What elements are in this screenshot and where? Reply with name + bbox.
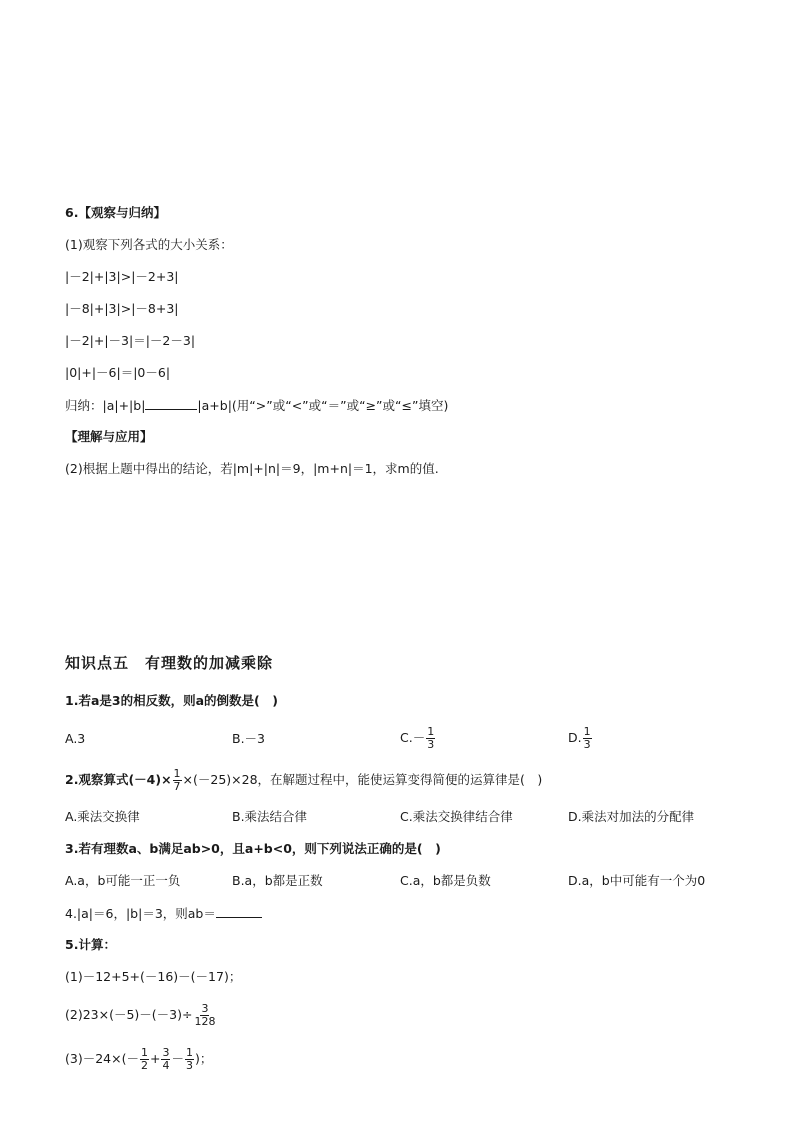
problem3-stem: 3.若有理数a、b满足ab>0，且a+b<0，则下列说法正确的是( ) [65,841,441,856]
problem3-option-c: C.a，b都是负数 [400,873,491,888]
fraction-denominator: 3 [185,1059,193,1072]
problem3-option-b: B.a，b都是正数 [232,873,323,888]
fraction-denominator: 3 [583,738,591,751]
fraction-numerator: 3 [201,1002,209,1015]
section6-q2: (2)根据上题中得出的结论，若|m|+|n|＝9，|m+n|＝1，求m的值. [65,461,439,476]
fraction-numerator: 1 [140,1046,148,1059]
problem1-option-a: A.3 [65,731,86,746]
equation-1: |－2|+|3|>|－2+3| [65,269,179,284]
problem2-option-c: C.乘法交换律结合律 [400,809,513,824]
calc-2 [65,1000,217,1030]
fraction-numerator: 1 [583,725,591,738]
problem2-stem-pre: 2.观察算式(－4)× [65,772,172,787]
problem1-option-b: B.－3 [232,731,266,746]
fraction-3-over-128 [193,1003,216,1028]
calc-1: (1)－12+5+(－16)－(－17)； [65,969,242,984]
problem1-option-d [568,724,593,752]
section6-title: 6.【观察与归纳】 [65,205,166,220]
conclusion-blank[interactable] [145,397,197,410]
fraction-three-quarters [161,1047,170,1072]
fraction-numerator: 1 [185,1046,193,1059]
equation-2: |－8|+|3|>|－8+3| [65,301,179,316]
fraction-denominator: 2 [140,1059,148,1072]
problem1-option-c [400,724,436,752]
option-d-prefix: D. [568,730,582,745]
problem5-stem: 5.计算： [65,937,116,952]
problem3-option-a: A.a，b可能一正一负 [65,873,181,888]
problem4 [65,905,262,922]
problem2-option-b: B.乘法结合律 [232,809,308,824]
fraction-denominator: 3 [427,738,435,751]
equation-3: |－2|+|－3|＝|－2－3| [65,333,196,348]
calc-3-pre: (3)－24×(－ [65,1051,139,1066]
calc-2-pre: (2)23×(－5)－(－3)÷ [65,1007,193,1022]
plus-sign: + [149,1051,161,1066]
problem1-stem: 1.若a是3的相反数，则a的倒数是( ) [65,693,278,708]
option-c-prefix: C.－ [400,730,426,745]
problem2-option-d: D.乘法对加法的分配律 [568,809,695,824]
problem2-stem [65,766,542,794]
calc-3 [65,1044,212,1074]
problem3-option-d: D.a，b中可能有一个为0 [568,873,706,888]
calc-3-post: )； [194,1051,213,1066]
section-heading: 知识点五 有理数的加减乘除 [65,654,274,672]
fraction-numerator: 1 [427,725,435,738]
minus-sign: － [171,1051,184,1066]
section6-q1: (1)观察下列各式的大小关系： [65,237,233,252]
fraction-denominator: 4 [162,1059,170,1072]
fraction-half [140,1047,149,1072]
conclusion-prefix: 归纳：|a|+|b| [65,398,146,413]
fraction-one-third [185,1047,194,1072]
problem2-option-a: A.乘法交换律 [65,809,140,824]
conclusion-line [65,397,448,414]
fraction-denominator: 7 [173,780,181,793]
answer-blank[interactable] [216,905,262,918]
equation-4: |0|+|－6|＝|0－6| [65,365,171,380]
problem4-stem: 4.|a|＝6，|b|＝3，则ab＝ [65,906,216,921]
apply-title: 【理解与应用】 [65,429,153,444]
fraction-one-third [426,726,435,751]
conclusion-suffix: |a+b|(用“>”或“<”或“＝”或“≥”或“≤”填空) [197,398,449,413]
fraction-denominator: 128 [194,1015,216,1028]
fraction-numerator: 3 [162,1046,170,1059]
fraction-one-third [583,726,592,751]
problem2-stem-post: ×(－25)×28，在解题过程中，能使运算变得简便的运算律是( ) [182,772,543,787]
fraction-one-seventh [173,768,182,793]
fraction-numerator: 1 [173,767,181,780]
